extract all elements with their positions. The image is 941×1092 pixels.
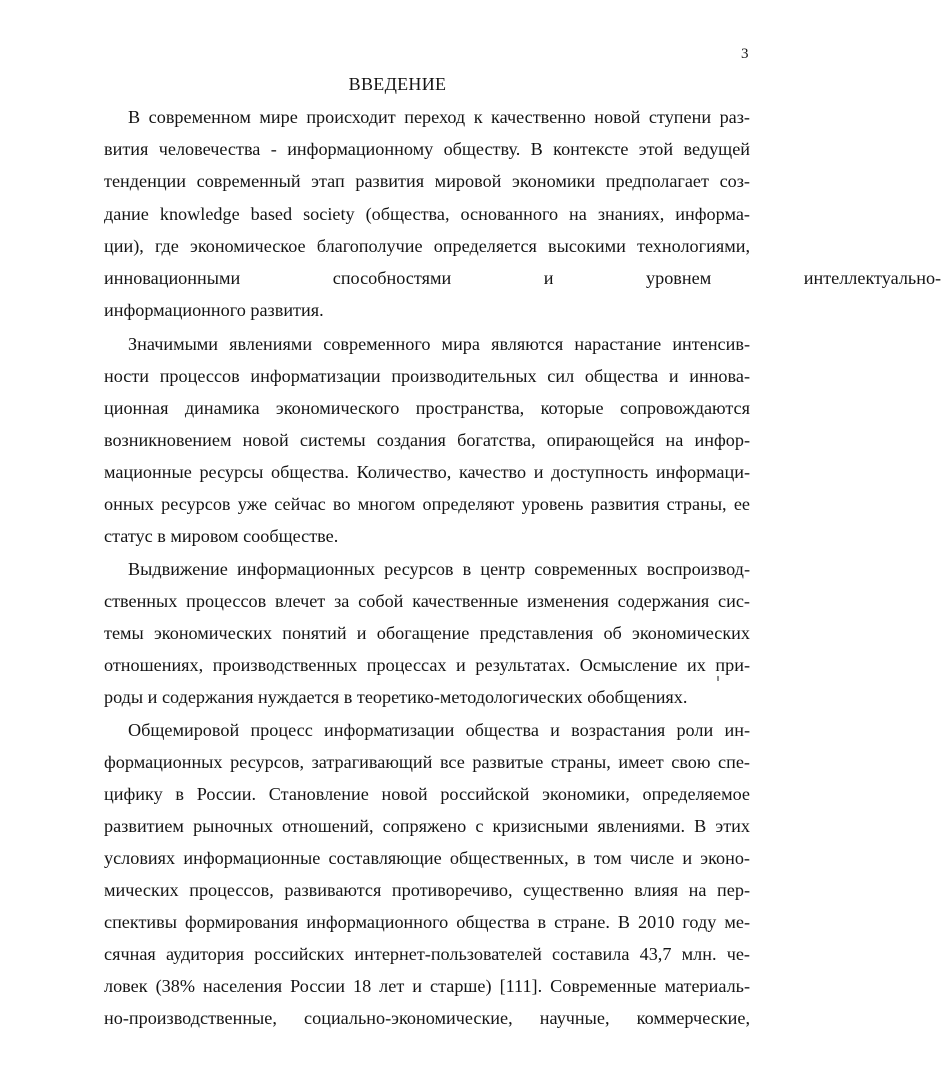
text-line: информационного развития. bbox=[104, 300, 324, 320]
text-line: ности процессов информатизации производительных сил общества и иннова- bbox=[104, 366, 750, 386]
text-line: дание knowledge based society (общества, основанного на знаниях, информа- bbox=[104, 204, 750, 224]
page-title: ВВЕДЕНИЕ bbox=[348, 74, 447, 94]
text-line: развитием рыночных отношений, сопряжено с кризисными явлениями. В этих bbox=[104, 816, 750, 836]
text-line: вития человечества - информационному обществу. В контексте этой ведущей bbox=[104, 139, 750, 159]
text-line: инновационными способностями и уровнем интеллектуально- bbox=[104, 268, 941, 288]
text-line: возникновением новой системы создания богатства, опирающейся на инфор- bbox=[104, 430, 750, 450]
text-line: условиях информационные составляющие общественных, в том числе и эконо- bbox=[104, 848, 750, 868]
text-line: Общемировой процесс информатизации общества и возрастания роли ин- bbox=[128, 720, 750, 740]
text-line: сячная аудитория российских интернет-пользователей составила 43,7 млн. че- bbox=[104, 944, 750, 964]
text-line: Значимыми явлениями современного мира являются нарастание интенсив- bbox=[128, 334, 750, 354]
text-line: онных ресурсов уже сейчас во многом определяют уровень развития страны, ее bbox=[104, 494, 750, 514]
text-line: формационных ресурсов, затрагивающий все развитые страны, имеет свою спе- bbox=[104, 752, 750, 772]
text-line: ции), где экономическое благополучие определяется высокими технологиями, bbox=[104, 236, 750, 256]
text-line: ственных процессов влечет за собой качественные изменения содержания сис- bbox=[104, 591, 750, 611]
text-line: мационные ресурсы общества. Количество, качество и доступность информаци- bbox=[104, 462, 750, 482]
text-line: ловек (38% населения России 18 лет и старше) [111]. Современные материаль- bbox=[104, 976, 750, 996]
text-line: В современном мире происходит переход к качественно новой ступени раз- bbox=[128, 107, 750, 127]
text-line: тенденции современный этап развития мировой экономики предполагает соз- bbox=[104, 171, 750, 191]
text-line: темы экономических понятий и обогащение представления об экономических bbox=[104, 623, 750, 643]
scan-speck bbox=[717, 676, 719, 681]
text-line: цифику в России. Становление новой российской экономики, определяемое bbox=[104, 784, 750, 804]
text-line: спективы формирования информационного общества в стране. В 2010 году ме- bbox=[104, 912, 750, 932]
text-line: мических процессов, развиваются противоречиво, существенно влияя на пер- bbox=[104, 880, 750, 900]
text-line: отношениях, производственных процессах и результатах. Осмысление их при- bbox=[104, 655, 750, 675]
text-line: но-производственные, социально-экономические, научные, коммерческие, bbox=[104, 1008, 750, 1028]
text-line: ционная динамика экономического пространства, которые сопровождаются bbox=[104, 398, 750, 418]
text-line: Выдвижение информационных ресурсов в центр современных воспроизвод- bbox=[128, 559, 750, 579]
text-line: роды и содержания нуждается в теоретико-методологических обобщениях. bbox=[104, 687, 688, 707]
page-number: 3 bbox=[741, 46, 749, 62]
text-line: статус в мировом сообществе. bbox=[104, 526, 339, 546]
